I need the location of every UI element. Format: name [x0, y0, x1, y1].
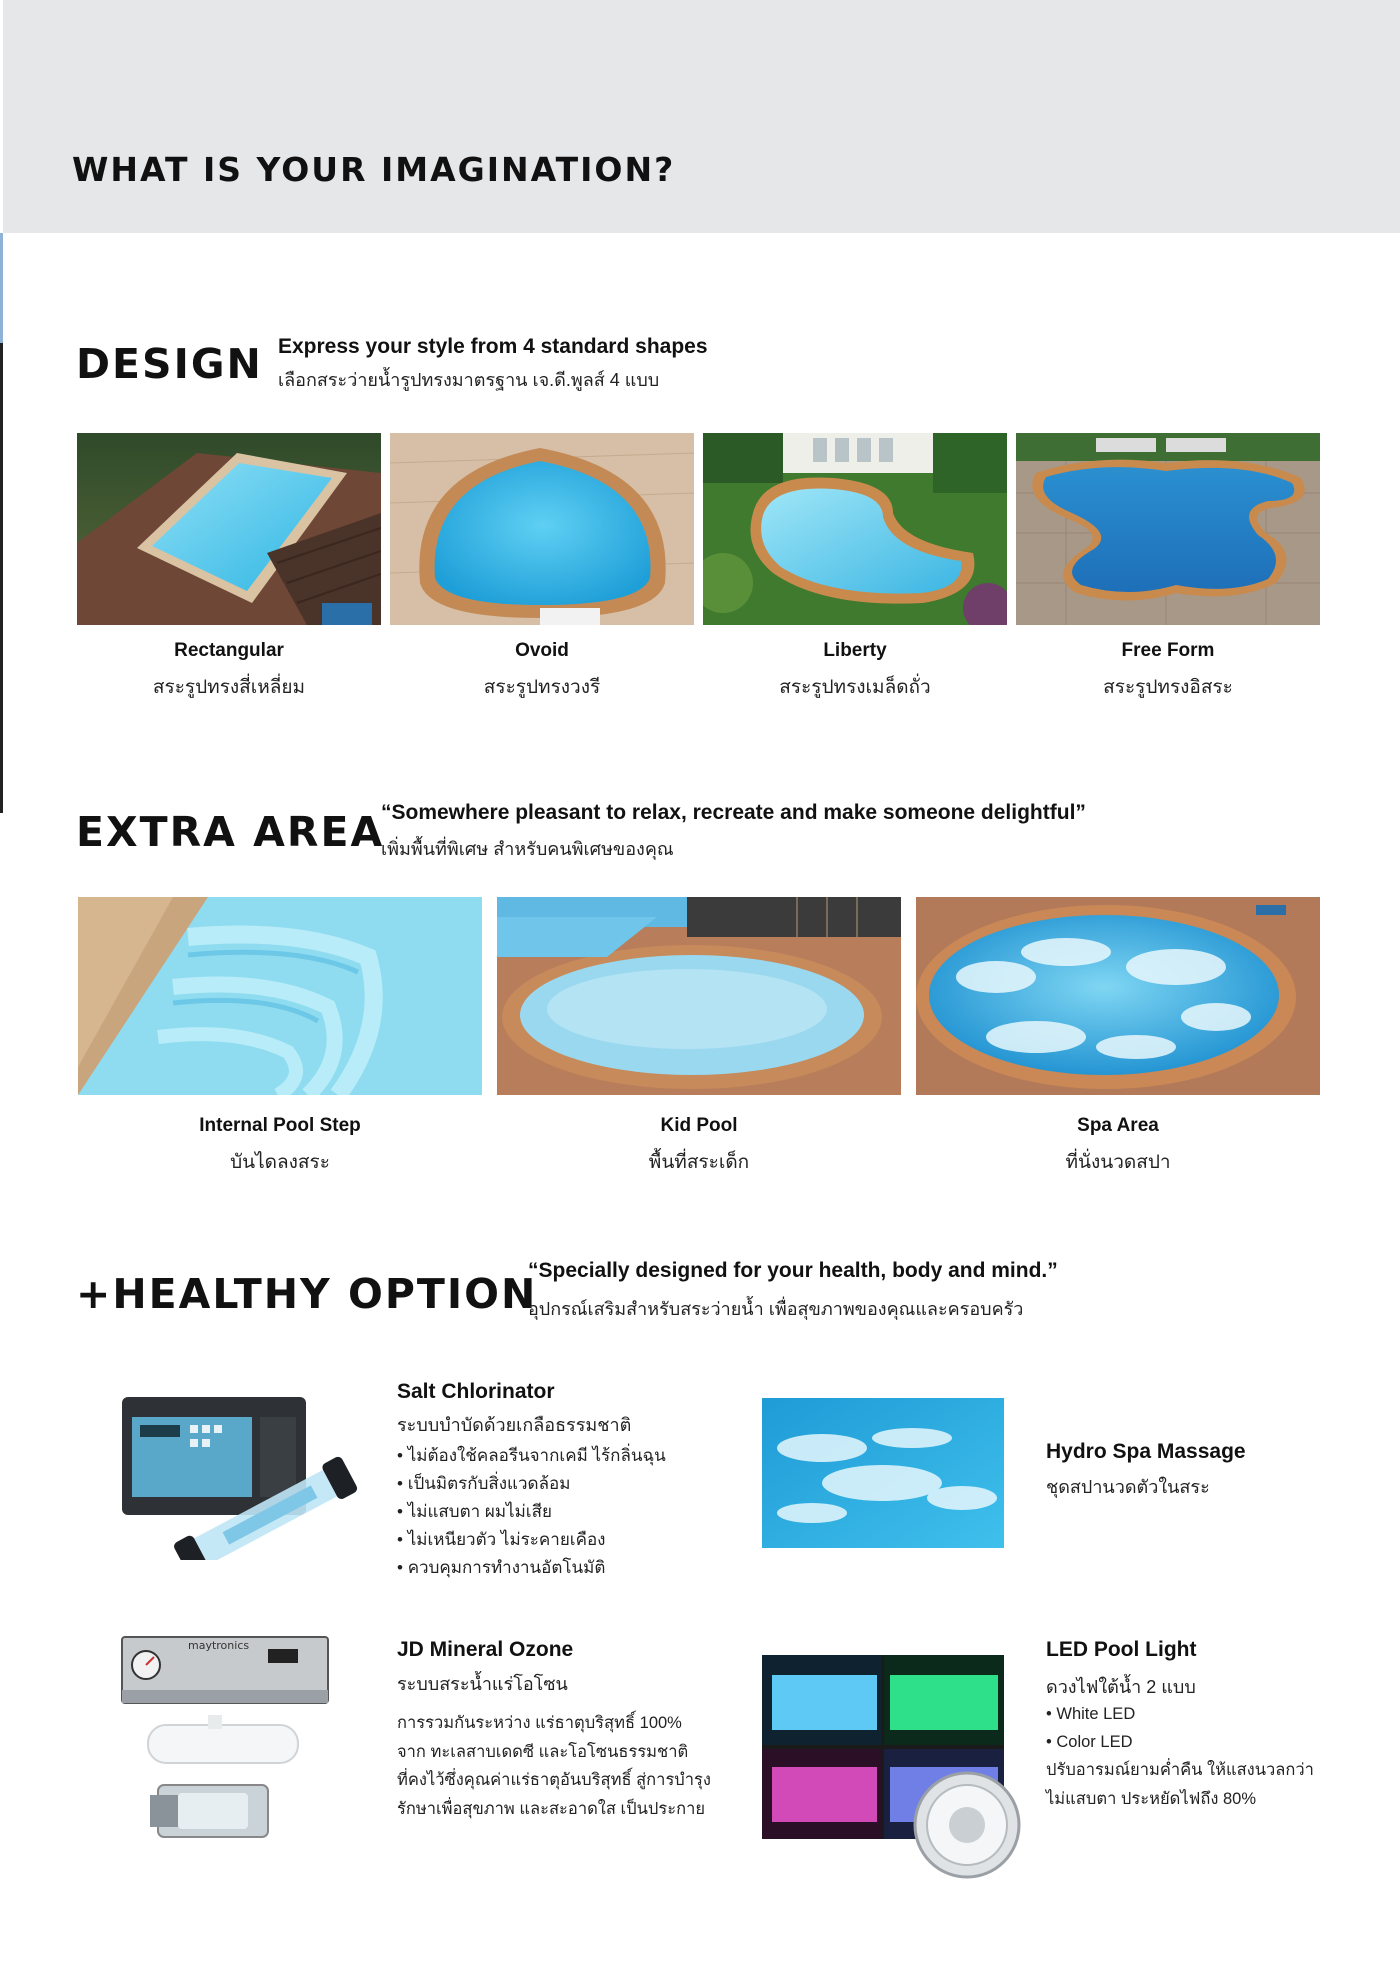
hydro-spa-massage-title: Hydro Spa Massage [1046, 1440, 1246, 1463]
page-heading: WHAT IS YOUR IMAGINATION? [72, 150, 676, 189]
internal-pool-step-photo [78, 897, 482, 1095]
hydro-spa-massage-image [762, 1398, 1004, 1548]
shape-name-en: Liberty [823, 640, 887, 661]
kid-pool-photo [497, 897, 901, 1095]
shape-name-th: สระรูปทรงเมล็ดถั่ว [779, 677, 931, 698]
description-line: รักษาเพื่อสุขภาพ และสะอาดใส เป็นประกาย [397, 1799, 706, 1818]
free-form-pool-photo [1016, 433, 1320, 625]
shape-caption-liberty [703, 640, 1007, 702]
design-subtitle-en: Express your style from 4 standard shapes [278, 335, 708, 358]
led-pool-light-image [762, 1655, 1030, 1879]
shape-caption-ovoid [390, 640, 694, 702]
salt-chlorinator-features [397, 1442, 666, 1582]
extra-name-en: Internal Pool Step [199, 1115, 361, 1136]
description-line: จาก ทะเลสาบเดดซี และโอโซนธรรมชาติ [397, 1742, 689, 1761]
header-band [3, 0, 1400, 233]
extra-area-subtitle-th: เพิ่มพื้นที่พิเศษ สำหรับคนพิเศษของคุณ [381, 839, 674, 859]
rectangular-pool-photo [77, 433, 381, 625]
shape-name-th: สระรูปทรงวงรี [483, 677, 601, 698]
shape-name-en: Free Form [1121, 640, 1215, 661]
shape-caption-free-form [1016, 640, 1320, 702]
salt-chlorinator-subtitle: ระบบบำบัดด้วยเกลือธรรมชาติ [397, 1415, 632, 1435]
led-pool-light-description [1046, 1756, 1376, 1813]
description-line: ไม่แสบตา ประหยัดไฟถึง 80% [1046, 1789, 1257, 1808]
shape-name-th: สระรูปทรงอิสระ [1103, 677, 1233, 698]
extra-name-en: Spa Area [1077, 1115, 1159, 1136]
led-type-item: • Color LED [1046, 1728, 1135, 1756]
shape-name-th: สระรูปทรงสี่เหลี่ยม [152, 677, 306, 698]
mineral-ozone-image [118, 1635, 333, 1850]
salt-chlorinator-image [120, 1395, 360, 1560]
led-pool-light-title: LED Pool Light [1046, 1638, 1197, 1661]
left-edge-bar-accent [0, 233, 3, 343]
feature-item: • ไม่เหนียวตัว ไม่ระคายเคือง [397, 1526, 666, 1554]
healthy-subtitle-en: “Specially designed for your health, body and mind.” [528, 1259, 1058, 1282]
description-line: ที่คงไว้ซึ่งคุณค่าแร่ธาตุอันบริสุทธิ์ สู่การบำรุง [397, 1771, 711, 1789]
mineral-ozone-description [397, 1709, 757, 1823]
maytronics-logo: maytronics [188, 1639, 250, 1652]
description-line: การรวมกันระหว่าง แร่ธาตุบริสุทธิ์ 100% [397, 1714, 682, 1732]
extra-name-th: บันไดลงสระ [230, 1152, 330, 1173]
design-title: DESIGN [76, 340, 263, 388]
spa-area-photo [916, 897, 1320, 1095]
extra-caption-spa-area [916, 1115, 1320, 1177]
design-subtitle-th: เลือกสระว่ายน้ำรูปทรงมาตรฐาน เจ.ดี.พูลส์ 4 แบบ [278, 370, 660, 390]
mineral-ozone-subtitle: ระบบสระน้ำแร่โอโซน [397, 1674, 568, 1694]
feature-item: • ไม่แสบตา ผมไม่เสีย [397, 1498, 666, 1526]
mineral-ozone-title: JD Mineral Ozone [397, 1638, 574, 1661]
hydro-spa-massage-subtitle: ชุดสปานวดตัวในสระ [1046, 1477, 1210, 1497]
feature-item: • เป็นมิตรกับสิ่งแวดล้อม [397, 1470, 666, 1498]
led-pool-light-types [1046, 1700, 1135, 1756]
extra-name-th: พื้นที่สระเด็ก [648, 1152, 750, 1173]
extra-area-title: EXTRA AREA [76, 808, 385, 856]
extra-caption-internal-pool-step [78, 1115, 482, 1177]
feature-item: • ไม่ต้องใช้คลอรีนจากเคมี ไร้กลิ่นฉุน [397, 1442, 666, 1470]
salt-chlorinator-title: Salt Chlorinator [397, 1380, 555, 1403]
extra-name-th: ที่นั่งนวดสปา [1065, 1152, 1171, 1173]
led-type-item: • White LED [1046, 1700, 1135, 1728]
extra-caption-kid-pool [497, 1115, 901, 1177]
extra-name-en: Kid Pool [660, 1115, 738, 1136]
feature-item: • ควบคุมการทำงานอัตโนมัติ [397, 1554, 666, 1582]
shape-caption-rectangular [77, 640, 381, 702]
healthy-subtitle-th: อุปกรณ์เสริมสำหรับสระว่ายน้ำ เพื่อสุขภาพของคุณและครอบครัว [528, 1299, 1024, 1319]
healthy-option-title: +HEALTHY OPTION [76, 1270, 538, 1318]
description-line: ปรับอารมณ์ยามค่ำคืน ให้แสงนวลกว่า [1046, 1761, 1314, 1779]
shape-name-en: Ovoid [515, 640, 569, 661]
led-pool-light-subtitle: ดวงไฟใต้น้ำ 2 แบบ [1046, 1677, 1196, 1697]
shape-name-en: Rectangular [174, 640, 284, 661]
liberty-pool-photo [703, 433, 1007, 625]
ovoid-pool-photo [390, 433, 694, 625]
extra-area-subtitle-en: “Somewhere pleasant to relax, recreate and make someone delightful” [381, 801, 1086, 824]
